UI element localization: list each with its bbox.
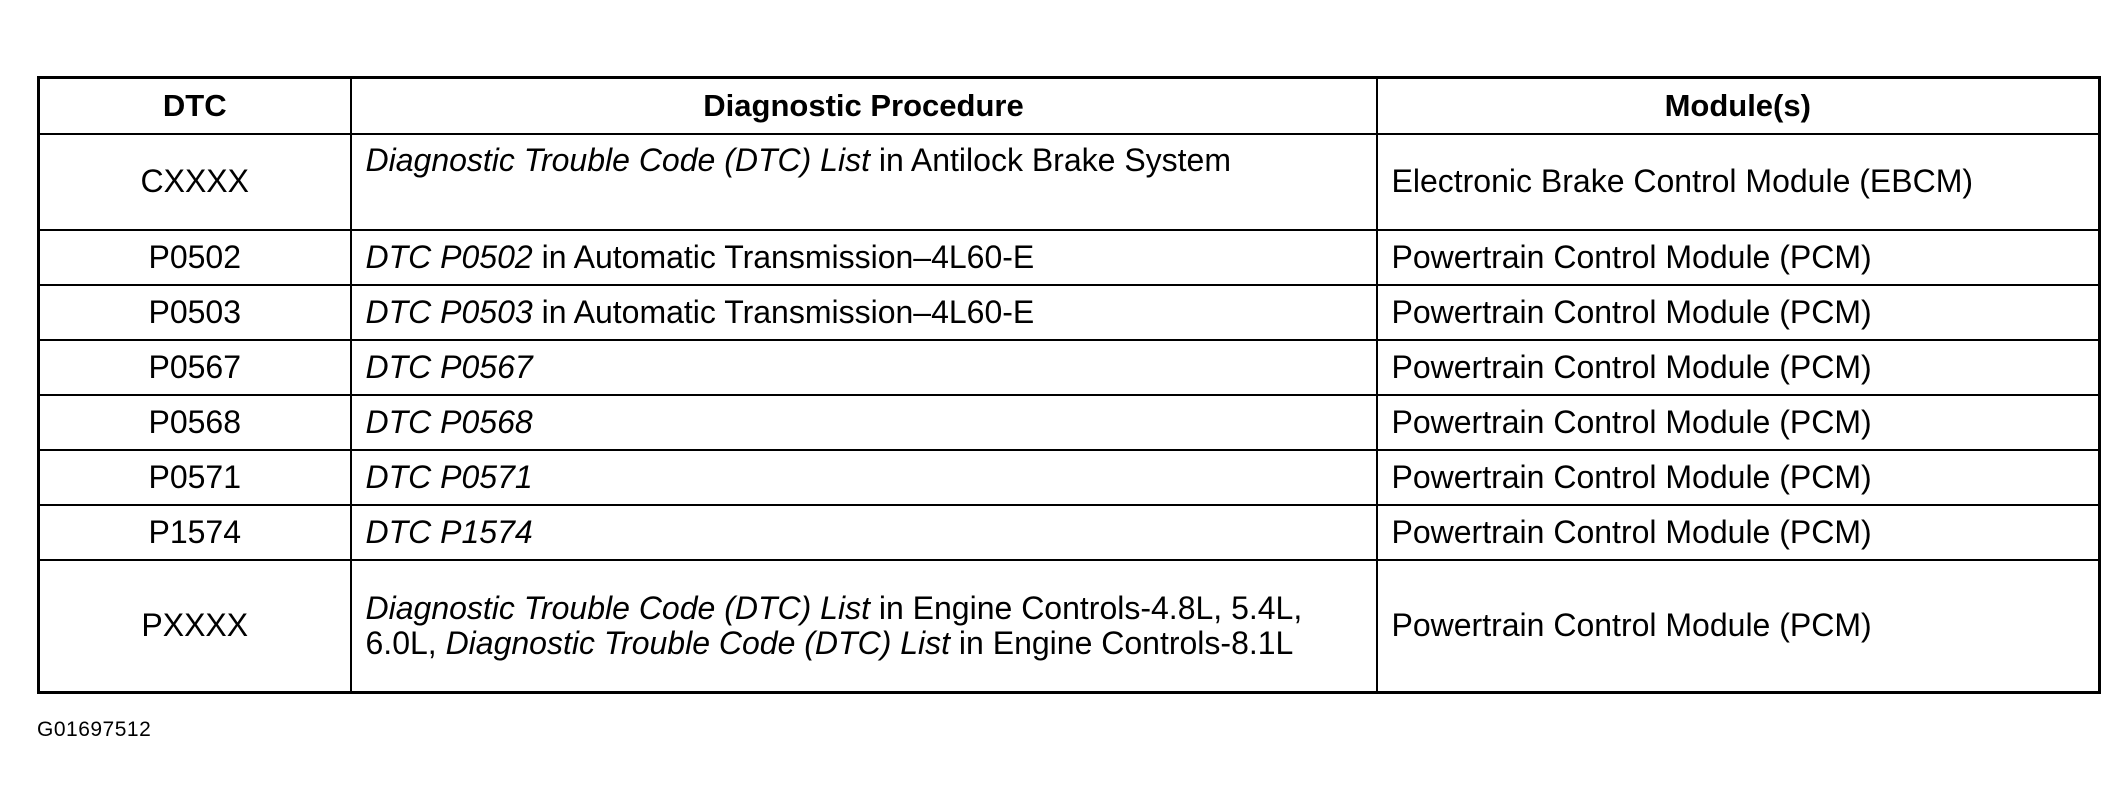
dtc-code: P0502 (39, 230, 351, 285)
dtc-code: PXXXX (39, 560, 351, 693)
procedure-reference: DTC P0568 (365, 403, 533, 440)
procedure-reference: Diagnostic Trouble Code (DTC) List (365, 142, 870, 178)
procedure-context: in Antilock Brake System (869, 142, 1231, 178)
figure-id: G01697512 (37, 718, 152, 741)
table-row (39, 450, 2100, 505)
diagnostic-procedure (351, 134, 1377, 230)
header-diagnostic-procedure: Diagnostic Procedure (351, 78, 1377, 135)
dtc-code: P1574 (39, 505, 351, 560)
table-row (39, 505, 2100, 560)
procedure-context: in Engine Controls-4.8L, 5.4L, 6.0L, (365, 589, 1303, 661)
diagnostic-procedure (351, 230, 1377, 285)
dtc-code: CXXXX (39, 134, 351, 230)
procedure-context: in Automatic Transmission–4L60-E (532, 293, 1035, 330)
module-name: Powertrain Control Module (PCM) (1377, 505, 2100, 560)
dtc-code: P0568 (39, 395, 351, 450)
diagnostic-procedure (351, 340, 1377, 395)
procedure-context-2: in Engine Controls-8.1L (950, 625, 1294, 661)
diagnostic-procedure (351, 450, 1377, 505)
module-name: Powertrain Control Module (PCM) (1377, 450, 2100, 505)
procedure-reference: Diagnostic Trouble Code (DTC) List (365, 589, 870, 626)
dtc-code: P0567 (39, 340, 351, 395)
table-row (39, 560, 2100, 693)
table-row (39, 230, 2100, 285)
table-row (39, 134, 2100, 230)
procedure-reference: DTC P0503 (365, 293, 533, 330)
procedure-reference: DTC P0571 (365, 458, 533, 495)
module-name: Powertrain Control Module (PCM) (1377, 285, 2100, 340)
table-row (39, 395, 2100, 450)
diagnostic-procedure (351, 560, 1377, 693)
procedure-reference: DTC P0502 (365, 238, 533, 275)
header-dtc: DTC (39, 78, 351, 135)
table-row (39, 285, 2100, 340)
module-name: Powertrain Control Module (PCM) (1377, 230, 2100, 285)
module-name: Powertrain Control Module (PCM) (1377, 560, 2100, 693)
table-row (39, 340, 2100, 395)
dtc-table (37, 76, 2101, 694)
procedure-reference-2: Diagnostic Trouble Code (DTC) List (445, 625, 951, 661)
diagnostic-procedure (351, 505, 1377, 560)
dtc-code: P0503 (39, 285, 351, 340)
diagnostic-procedure (351, 285, 1377, 340)
procedure-context: in Automatic Transmission–4L60-E (532, 238, 1035, 275)
module-name: Electronic Brake Control Module (EBCM) (1377, 134, 2100, 230)
dtc-code: P0571 (39, 450, 351, 505)
header-modules: Module(s) (1377, 78, 2100, 135)
module-name: Powertrain Control Module (PCM) (1377, 340, 2100, 395)
module-name: Powertrain Control Module (PCM) (1377, 395, 2100, 450)
table-header-row (39, 78, 2100, 135)
procedure-reference: DTC P1574 (365, 513, 533, 550)
diagnostic-procedure (351, 395, 1377, 450)
procedure-reference: DTC P0567 (365, 348, 533, 385)
